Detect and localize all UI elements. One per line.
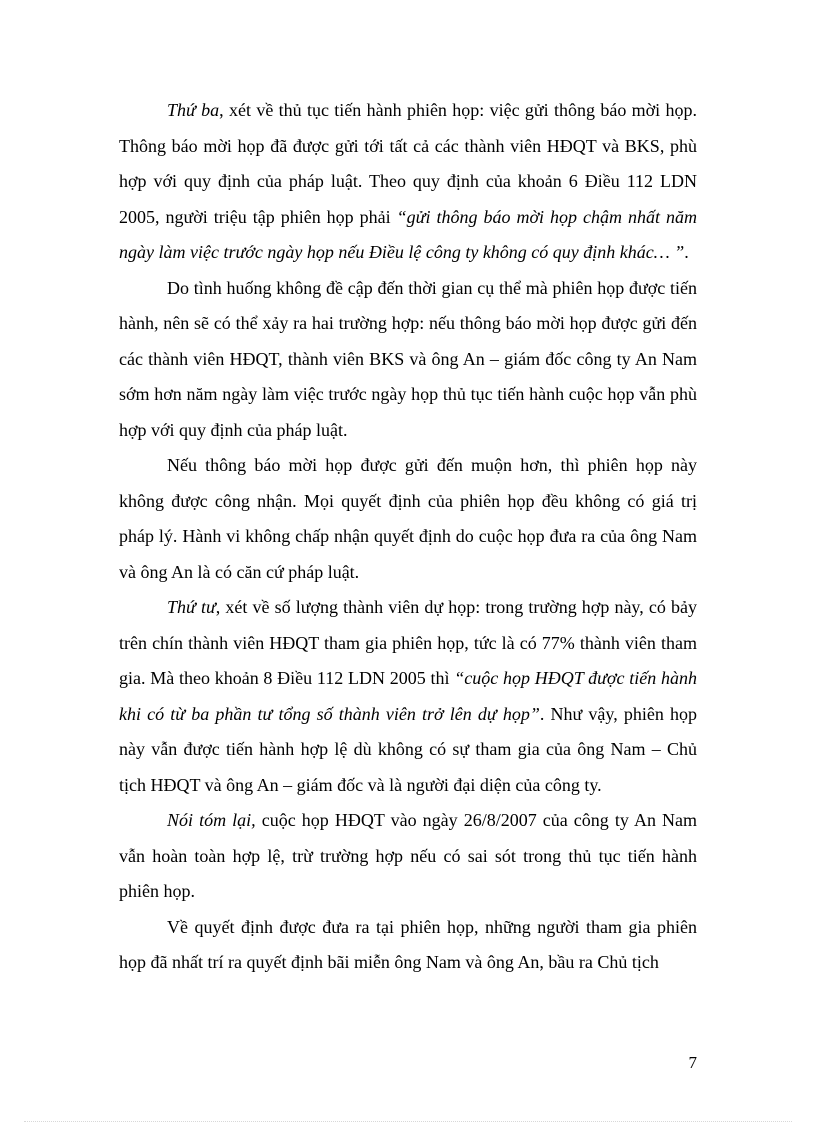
body-text — [119, 93, 697, 981]
text-segment: “gửi thông báo mời họp chậm nhất năm ngày làm việc trước ngày họp nếu Điều lệ công ty không có quy định khác… ” — [119, 206, 697, 262]
text-segment: , xét về số lượng thành viên dự họp: trong trường hợp này, có bảy trên chín thành viên HĐQT tham gia phiên họp, tức là có 77% thành viên tham gia. Mà theo khoản 8 Điều 112 LDN 2005 thì — [119, 597, 697, 688]
page-bottom-divider — [24, 1121, 792, 1122]
text-segment: Thứ tư — [167, 597, 216, 617]
text-segment: . — [684, 242, 689, 262]
text-segment: Nếu thông báo mời họp được gửi đến muộn hơn, thì phiên họp này không được công nhận. Mọi quyết định của phiên họp đều không có giá trị pháp lý. Hành vi không chấp nhận quyết định do cuộc họp đưa ra của ông Nam và ông An là có căn cứ pháp luật. — [119, 455, 697, 582]
text-segment: “cuộc họp HĐQT được tiến hành khi có từ ba phần tư tổng số thành viên trở lên dự họp” — [119, 668, 698, 724]
text-segment: , xét về thủ tục tiến hành phiên họp: việc gửi thông báo mời họp. Thông báo mời họp đã được gửi tới tất cả các thành viên HĐQT và BKS, phù hợp với quy định của pháp luật. Theo quy định của khoản 6 Điều 112 LDN 2005, người triệu tập phiên họp phải — [119, 100, 697, 227]
paragraph — [119, 910, 697, 981]
page-number: 7 — [688, 1053, 697, 1072]
text-segment: Thứ ba — [167, 100, 220, 120]
paragraph — [119, 803, 697, 910]
paragraph — [119, 271, 697, 449]
paragraph — [119, 590, 697, 803]
text-segment: . Như vậy, phiên họp này vẫn được tiến hành hợp lệ dù không có sự tham gia của ông Nam – Chủ tịch HĐQT và ông An – giám đốc và là người đại diện của công ty. — [119, 703, 697, 795]
paragraph — [119, 448, 697, 590]
text-segment: Về quyết định được đưa ra tại phiên họp, những người tham gia phiên họp đã nhất trí ra quyết định bãi miễn ông Nam và ông An, bầu ra Chủ tịch — [119, 916, 697, 972]
text-segment: cuộc họp HĐQT vào ngày 26/8/2007 của công ty An Nam vẫn hoàn toàn hợp lệ, trừ trường hợp nếu có sai sót trong thủ tục tiến hành phiên họp. — [119, 810, 697, 901]
text-segment: Do tình huống không đề cập đến thời gian cụ thể mà phiên họp được tiến hành, nên sẽ có thể xảy ra hai trường hợp: nếu thông báo mời họp được gửi đến các thành viên HĐQT, thành viên BKS và ông An – giám đốc công ty An Nam sớm hơn năm ngày làm việc trước ngày họp thủ tục tiến hành cuộc họp vẫn phù hợp với quy định của pháp luật. — [119, 277, 697, 440]
text-segment: Nói tóm lại, — [167, 810, 256, 830]
paragraph — [119, 93, 697, 271]
